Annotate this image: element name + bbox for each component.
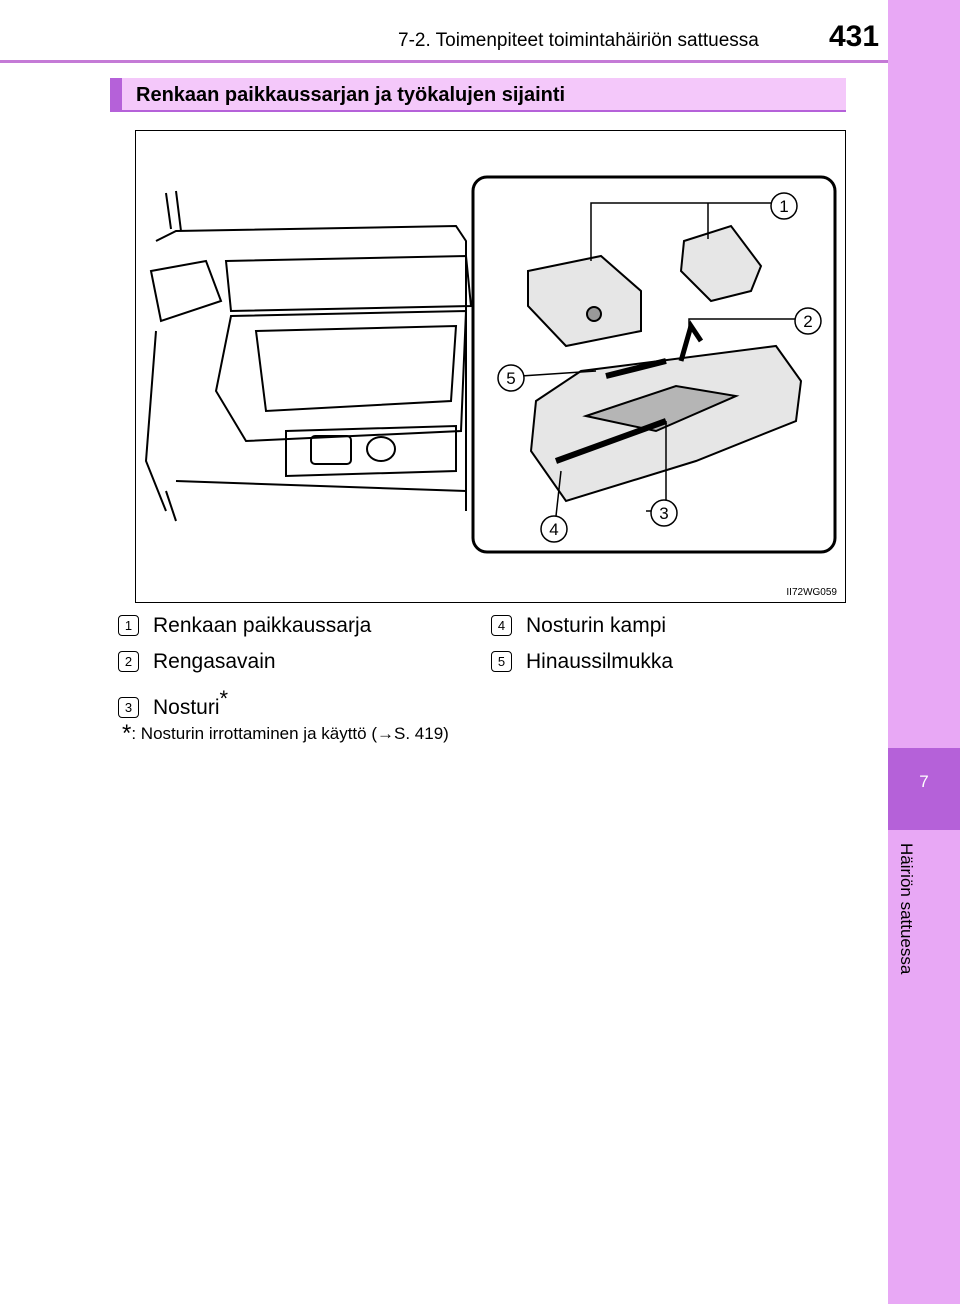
footnote-star: * <box>122 720 132 747</box>
legend-item-1 <box>118 614 371 638</box>
callout-5: 5 <box>506 369 516 388</box>
repair-kit-cap <box>587 307 601 321</box>
cargo-tray <box>256 326 456 411</box>
trunk-floor <box>216 311 466 441</box>
bumper-line <box>176 481 466 491</box>
footnote-page-ref[interactable]: S. 419) <box>394 724 449 743</box>
legend-label: Nosturin kampi <box>526 614 667 637</box>
header-title: 7-2. Toimenpiteet toimintahäiriön sattuessa <box>398 30 759 51</box>
car-roof-line <box>156 226 466 511</box>
legend-number: 3 <box>118 697 139 718</box>
legend-number: 4 <box>491 615 512 636</box>
legend-label: Hinaussilmukka <box>526 650 674 673</box>
footnote-text: : Nosturin irrottaminen ja käyttö ( <box>131 724 377 743</box>
legend-footnote-star: * <box>219 686 229 711</box>
header-divider <box>0 60 888 63</box>
legend-number: 5 <box>491 651 512 672</box>
trunk-illustration-svg <box>136 131 846 603</box>
page-number: 431 <box>829 20 880 53</box>
legend-label: Nosturi <box>153 696 220 719</box>
section-title: Renkaan paikkaussarjan ja työkalujen sijainti <box>136 84 566 106</box>
callout-4: 4 <box>549 520 559 539</box>
callout-2: 2 <box>803 312 813 331</box>
legend-number: 2 <box>118 651 139 672</box>
legend-item-4 <box>491 614 666 638</box>
strut <box>166 191 181 231</box>
legend-number: 1 <box>118 615 139 636</box>
trunk-cover <box>226 256 471 311</box>
section-heading-box <box>110 78 846 112</box>
chapter-side-tab <box>888 0 960 1304</box>
legend-item-5 <box>491 650 673 674</box>
compressor-small <box>367 437 395 461</box>
chapter-number: 7 <box>919 772 929 791</box>
legend-item-3 <box>118 686 228 720</box>
repair-kit-small <box>311 436 351 464</box>
trunk-illustration <box>135 130 846 603</box>
chapter-label: Häiriön sattuessa <box>897 843 916 975</box>
arrow-icon: → <box>377 724 394 743</box>
legend-label: Renkaan paikkaussarja <box>153 614 372 637</box>
footnote <box>122 720 449 748</box>
taillight <box>166 491 176 521</box>
legend-item-2 <box>118 650 276 674</box>
figure-code: II72WG059 <box>786 587 837 598</box>
callout-3: 3 <box>659 504 669 523</box>
legend-label: Rengasavain <box>153 650 276 673</box>
callout-1: 1 <box>779 197 789 216</box>
open-tailgate <box>151 261 221 321</box>
car-side-line <box>146 331 166 511</box>
